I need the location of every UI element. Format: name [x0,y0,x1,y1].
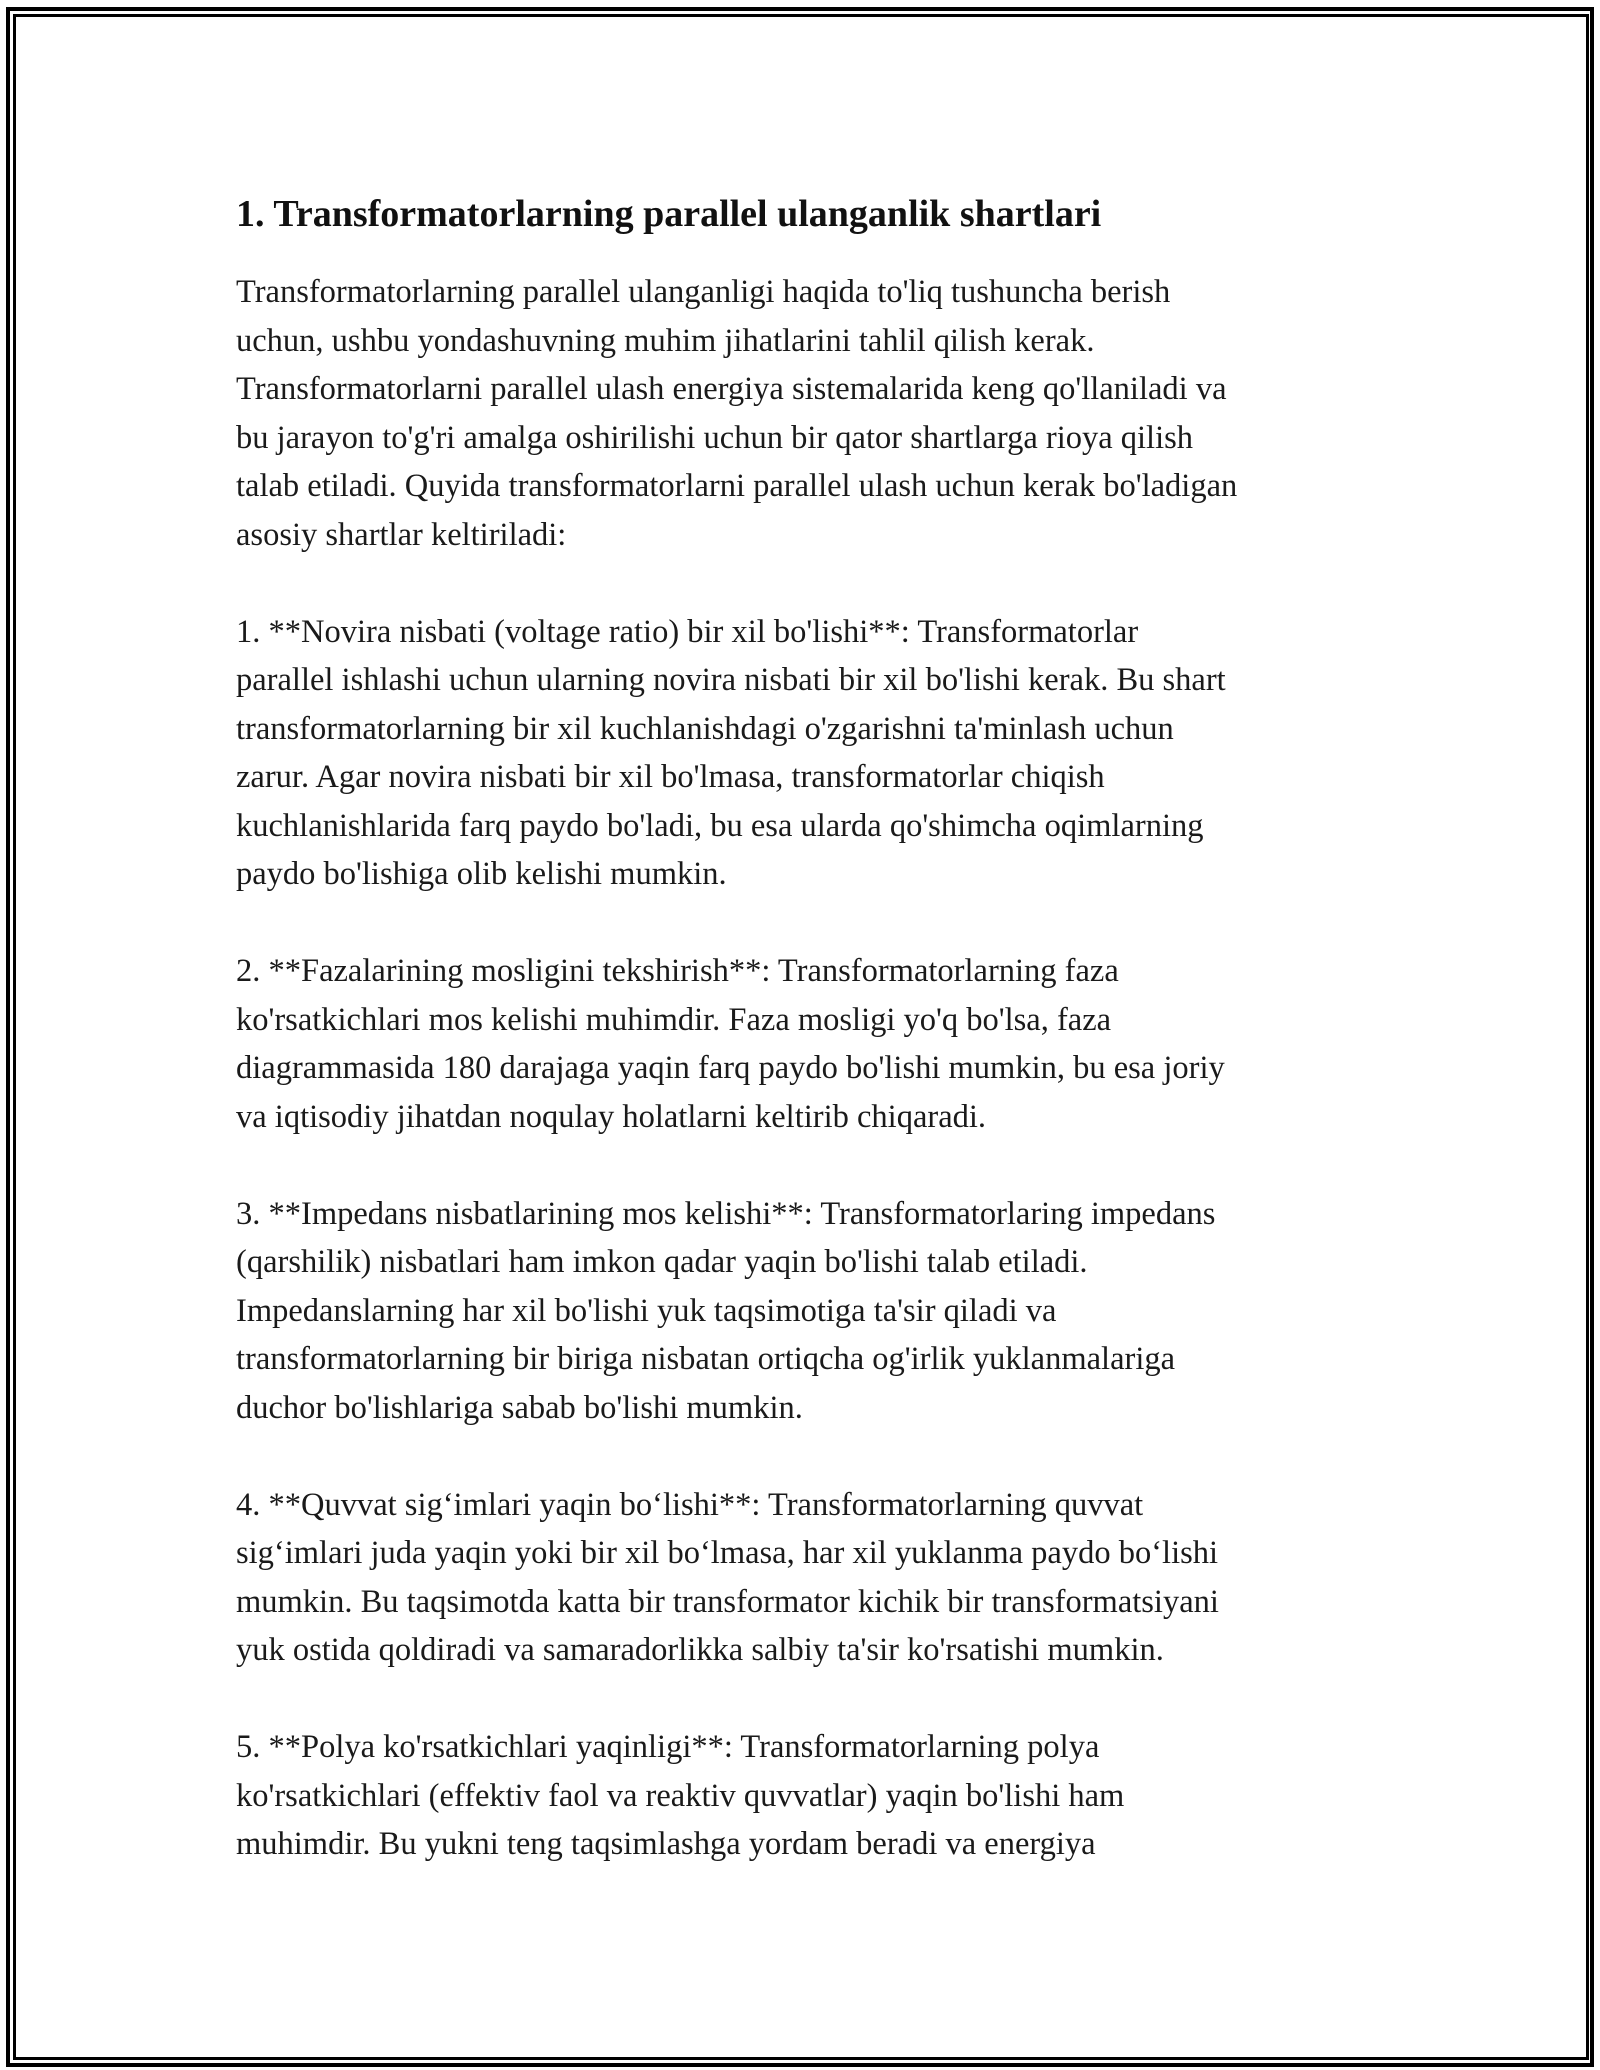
condition-4-paragraph: 4. **Quvvat sig‘imlari yaqin bo‘lishi**: Transformatorlarning quvvat sig‘imlari juda yaqin yoki bir xil bo‘lmasa, har xil yuklanma paydo bo‘lishi mumkin. Bu taqsimotda katta bir transformator kichik bir transformatsiyani yuk ostida qoldiradi va samaradorlikka salbiy ta'sir ko'rsatishi mumkin. [236,1486,1219,1668]
document-body [236,186,1376,1917]
section-heading: 1. Transformatorlarning parallel ulanganlik shartlari [236,193,1102,235]
condition-1-paragraph: 1. **Novira nisbati (voltage ratio) bir xil bo'lishi**: Transformatorlar parallel ishlashi uchun ularning novira nisbati bir xil bo'lishi kerak. Bu shart transformatorlarning bir xil kuchlanishdagi o'zgarishni ta'minlash uchun zarur. Agar novira nisbati bir xil bo'lmasa, transformatorlar chiqish kuchlanishlarida farq paydo bo'ladi, bu esa ularda qo'shimcha oqimlarning paydo bo'lishiga olib kelishi mumkin. [236,613,1226,892]
intro-paragraph: Transformatorlarning parallel ulanganligi haqida to'liq tushuncha berish uchun, ushbu yondashuvning muhim jihatlarini tahlil qilish kerak. Transformatorlarni parallel ulash energiya sistemalarida keng qo'llaniladi va bu jarayon to'g'ri amalga oshirilishi uchun bir qator shartlarga rioya qilish talab etiladi. Quyida transformatorlarni parallel ulash uchun kerak bo'ladigan asosiy shartlar keltiriladi: [236,274,1238,553]
condition-3-paragraph: 3. **Impedans nisbatlarining mos kelishi**: Transformatorlaring impedans (qarshilik) nisbatlari ham imkon qadar yaqin bo'lishi talab etiladi. Impedanslarning har xil bo'lishi yuk taqsimotiga ta'sir qiladi va transformatorlarning bir biriga nisbatan ortiqcha og'irlik yuklanmalariga duchor bo'lishlariga sabab bo'lishi mumkin. [236,1195,1216,1426]
condition-5-paragraph: 5. **Polya ko'rsatkichlari yaqinligi**: Transformatorlarning polya ko'rsatkichlari (effektiv faol va reaktiv quvvatlar) yaqin bo'lishi ham muhimdir. Bu yukni teng taqsimlashga yordam beradi va energiya [236,1729,1125,1862]
condition-2-paragraph: 2. **Fazalarining mosligini tekshirish**: Transformatorlarning faza ko'rsatkichlari mos kelishi muhimdir. Faza mosligi yo'q bo'lsa, faza diagrammasida 180 darajaga yaqin farq paydo bo'lishi mumkin, bu esa joriy va iqtisodiy jihatdan noqulay holatlarni keltirib chiqaradi. [236,953,1225,1135]
